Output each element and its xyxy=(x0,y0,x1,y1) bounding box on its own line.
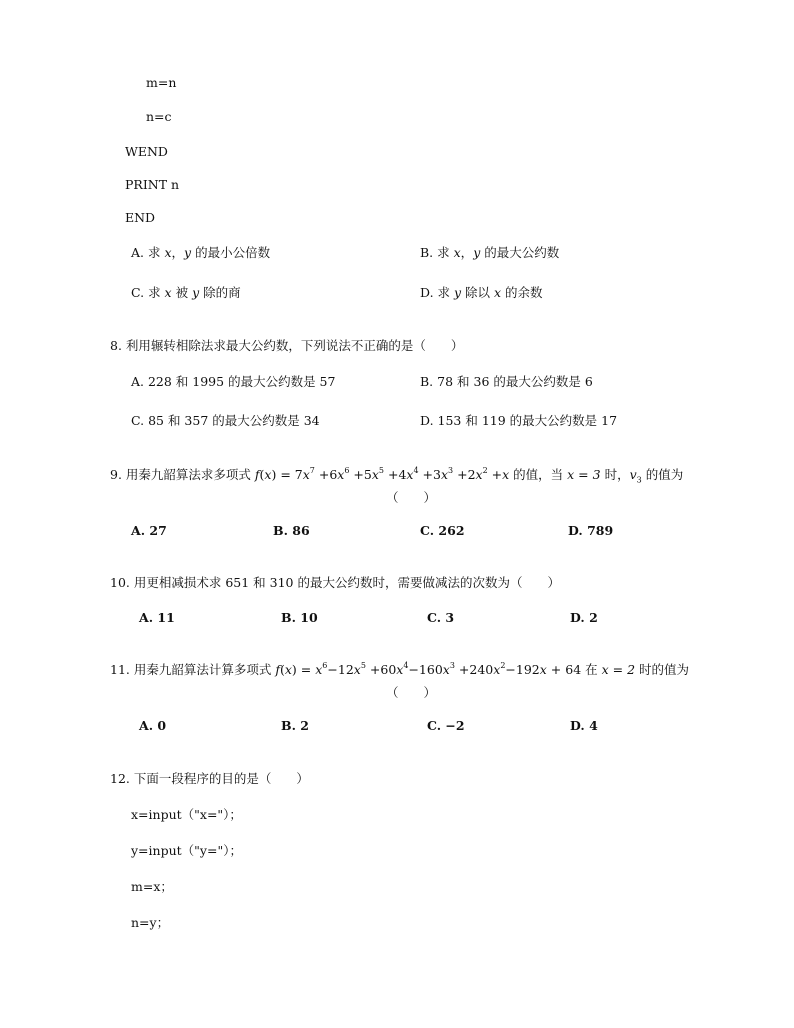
q7-option-d: D. 求 y 除以 x 的余数 xyxy=(420,285,543,300)
q9-option-b: B. 86 xyxy=(273,523,310,538)
q10-stem: 10. 用更相减损术求 651 和 310 的最大公约数时，需要做减法的次数为（ ） xyxy=(110,575,560,590)
q9-polynomial: f xyxy=(254,467,260,482)
q9-stem: 9. 用秦九韶算法求多项式 $f(x) = 7x^7 +6x^6 +5x^5 +4x^4 +3x^3 +2x^2 +x$ 的值，当 x = 3 时，$v_3$ 的值为 xyxy=(110,465,684,485)
q7-option-a: A. 求 x，y 的最小公倍数 xyxy=(131,245,271,260)
code-line: PRINT n xyxy=(125,177,180,192)
q11-polynomial: $f(x) = x^6-12x^5 +60x^4-160x^3 +240x^2-192x + 64$ xyxy=(275,660,582,677)
code-line: y=input（"y="）； xyxy=(131,843,242,858)
code-line: m=x； xyxy=(131,879,173,894)
q9-answer-paren: （ ） xyxy=(386,490,437,505)
code-line: WEND xyxy=(125,144,168,159)
q11-stem: 11. 用秦九韶算法计算多项式 $f(x) = x^6-12x^5 +60x^4-160x^3 +240x^2-192x + 64$ 在 x = 2 时的值为 xyxy=(110,660,690,677)
q8-option-b: B. 78 和 36 的最大公约数是 6 xyxy=(420,374,593,389)
code-line: n=c xyxy=(146,109,172,124)
q9-option-a: A. 27 xyxy=(131,523,167,538)
q12-stem: 12. 下面一段程序的目的是（ ） xyxy=(110,771,309,786)
q8-option-c: C. 85 和 357 的最大公约数是 34 xyxy=(131,413,320,428)
q11-option-a: A. 0 xyxy=(139,718,167,733)
q8-stem: 8. 利用辗转相除法求最大公约数，下列说法不正确的是（ ） xyxy=(110,338,464,353)
q10-option-d: D. 2 xyxy=(570,610,598,625)
q10-option-b: B. 10 xyxy=(281,610,318,625)
q8-option-a: A. 228 和 1995 的最大公约数是 57 xyxy=(131,374,336,389)
q10-option-c: C. 3 xyxy=(427,610,455,625)
q11-option-b: B. 2 xyxy=(281,718,309,733)
code-line: x=input（"x="）； xyxy=(131,807,242,822)
q11-option-d: D. 4 xyxy=(570,718,598,733)
q7-option-c: C. 求 x 被 y 除的商 xyxy=(131,285,241,300)
code-line: m=n xyxy=(146,75,177,90)
code-line: n=y； xyxy=(131,915,170,930)
q11-answer-paren: （ ） xyxy=(386,685,437,700)
q9-option-d: D. 789 xyxy=(568,523,614,538)
q11-option-c: C. −2 xyxy=(427,718,465,733)
q10-option-a: A. 11 xyxy=(139,610,175,625)
code-line: END xyxy=(125,210,156,225)
q9-option-c: C. 262 xyxy=(420,523,465,538)
q7-option-b: B. 求 x，y 的最大公约数 xyxy=(420,245,560,260)
q8-option-d: D. 153 和 119 的最大公约数是 17 xyxy=(420,413,618,428)
